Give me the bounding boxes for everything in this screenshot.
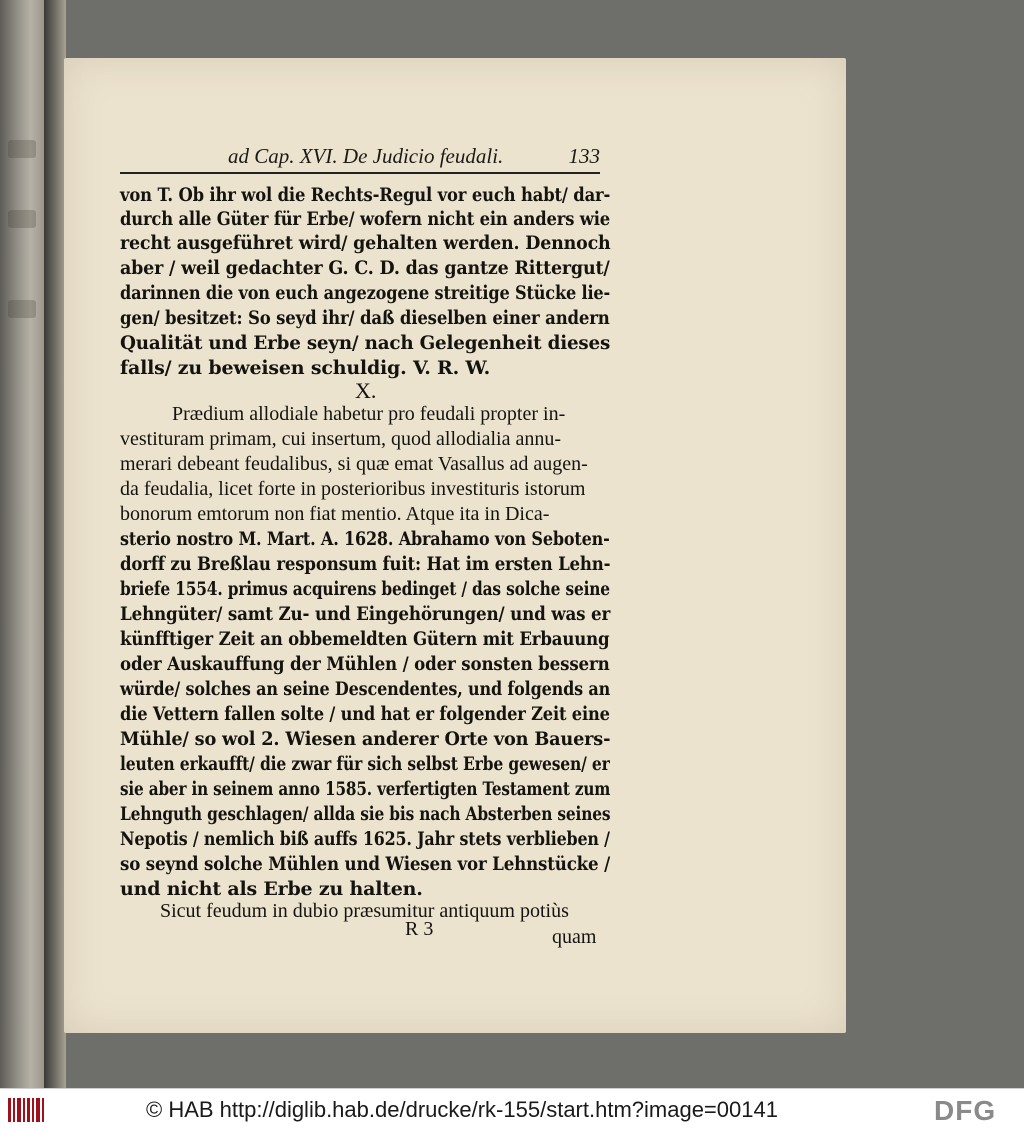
text-line: oder Auskauffung der Mühlen / oder sonsten bessern bbox=[120, 653, 610, 675]
text-line: Lehnguth geschlagen/ allda sie bis nach Absterben seines bbox=[120, 803, 611, 825]
text-line: würde/ solches an seine Descendentes, und folgends an bbox=[120, 678, 611, 700]
text-line: von T. Ob ihr wol die Rechts-Regul vor euch habt/ dar- bbox=[120, 184, 611, 206]
text-line: aber / weil gedachter G. C. D. das gantze Rittergut/ bbox=[120, 257, 610, 279]
signature-mark: R 3 bbox=[405, 918, 434, 940]
text-line: Sicut feudum in dubio præsumitur antiquum potiùs bbox=[160, 900, 569, 922]
text-line: vestituram primam, cui insertum, quod allodialia annu- bbox=[120, 428, 562, 450]
running-head bbox=[120, 142, 600, 174]
text-line: sterio nostro M. Mart. A. 1628. Abrahamo von Seboten- bbox=[120, 528, 610, 550]
text-line: Mühle/ so wol 2. Wiesen anderer Orte von Bauers- bbox=[120, 728, 611, 750]
text-line: Qualität und Erbe seyn/ nach Gelegenheit dieses bbox=[120, 332, 611, 354]
text-line: merari debeant feudalibus, si quæ emat Vasallus ad augen- bbox=[120, 453, 588, 475]
text-line: bonorum emtorum non fiat mentio. Atque ita in Dica- bbox=[120, 503, 550, 525]
text-line: künfftiger Zeit an obbemeldten Gütern mit Erbauung bbox=[120, 628, 610, 650]
dfg-logo: DFG bbox=[934, 1095, 997, 1126]
text-line: Lehngüter/ samt Zu- und Eingehörungen/ und was er bbox=[120, 603, 611, 625]
text-line: sie aber in seinem anno 1585. verfertigten Testament zum bbox=[120, 778, 611, 800]
text-line: Nepotis / nemlich biß auffs 1625. Jahr stets verblieben / bbox=[120, 828, 610, 850]
catchword: quam bbox=[552, 926, 597, 948]
hab-barcode-logo-icon bbox=[6, 1095, 46, 1125]
page-number: 133 bbox=[568, 144, 600, 168]
running-head-title: ad Cap. XVI. De Judicio feudali. bbox=[228, 144, 504, 168]
bleed-mark bbox=[8, 300, 36, 318]
text-line: briefe 1554. primus acquirens bedinget / das solche seine bbox=[120, 578, 610, 600]
section-number: X. bbox=[355, 378, 377, 403]
text-line: die Vettern fallen solte / und hat er folgender Zeit eine bbox=[120, 703, 610, 725]
footer-bar bbox=[0, 1088, 1024, 1131]
text-line: Prædium allodiale habetur pro feudali propter in- bbox=[172, 403, 566, 425]
text-line: falls/ zu beweisen schuldig. V. R. W. bbox=[120, 357, 491, 379]
text-line: dorff zu Breßlau responsum fuit: Hat im ersten Lehn- bbox=[120, 553, 611, 575]
facing-page-edge bbox=[0, 0, 44, 1088]
text-line: so seynd solche Mühlen und Wiesen vor Lehnstücke / bbox=[120, 853, 611, 875]
text-line: gen/ besitzet: So seyd ihr/ daß dieselben einer andern bbox=[120, 307, 610, 329]
text-line: recht ausgeführet wird/ gehalten werden. Dennoch bbox=[120, 232, 611, 254]
text-line: leuten erkaufft/ die zwar für sich selbst Erbe gewesen/ er bbox=[120, 753, 610, 775]
text-line: darinnen die von euch angezogene streitige Stücke lie- bbox=[120, 282, 611, 304]
bleed-mark bbox=[8, 140, 36, 158]
text-line: und nicht als Erbe zu halten. bbox=[120, 878, 423, 900]
text-line: durch alle Güter für Erbe/ wofern nicht ein anders wie bbox=[120, 208, 610, 230]
credit-link[interactable]: © HAB http://diglib.hab.de/drucke/rk-155/start.htm?image=00141 bbox=[146, 1097, 778, 1122]
bleed-mark bbox=[8, 210, 36, 228]
text-line: da feudalia, licet forte in posterioribus investituris istorum bbox=[120, 478, 586, 500]
book-spine bbox=[44, 0, 66, 1088]
